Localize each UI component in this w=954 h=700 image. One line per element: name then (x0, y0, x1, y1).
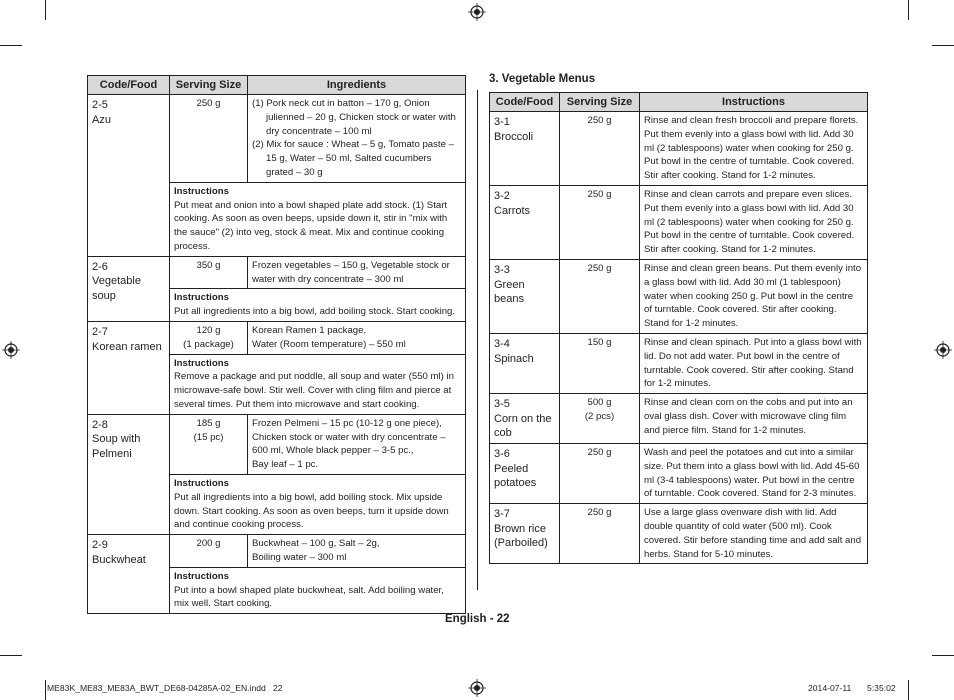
food-code-cell (490, 185, 560, 259)
food-name: Spinach (494, 352, 534, 365)
registration-mark-icon (468, 3, 486, 21)
serving-size-cell (560, 443, 640, 503)
ingredient-item: Korean Ramen 1 package, Water (Room temperature) – 550 ml (252, 324, 406, 350)
serving-size-cell (170, 321, 248, 354)
food-code-cell (88, 256, 170, 321)
table-row (490, 443, 868, 503)
instructions-cell (640, 259, 868, 333)
instructions-text: Rinse and clean spinach. Put into a glass bowl with lid. Do not add water. Put bowl in the centre of turntable. Cook covered. Stir after cooking. Stand for 1-2 minutes. (644, 336, 862, 390)
table-row (490, 394, 868, 444)
food-code-cell (490, 333, 560, 393)
table-row (88, 414, 466, 474)
food-code: 3-6 (494, 447, 510, 460)
serving-size: 120 g (1 package) (183, 324, 234, 350)
food-code-cell (490, 112, 560, 186)
food-code-cell (490, 504, 560, 564)
ingredient-item: Frozen vegetables – 150 g, Vegetable stock or water with dry concentrate – 300 ml (252, 259, 450, 285)
crop-mark-icon (45, 0, 46, 20)
serving-size-cell (170, 95, 248, 183)
serving-size: 200 g (196, 538, 221, 550)
food-code-cell (88, 414, 170, 534)
serving-size: 250 g (587, 188, 612, 200)
serving-size-cell (170, 535, 248, 568)
food-code: 2-9 (92, 539, 108, 552)
header-ingredients: Ingredients (248, 76, 466, 95)
crop-mark-icon (0, 45, 22, 46)
crop-mark-icon (45, 680, 46, 700)
food-code: 3-3 (494, 263, 510, 276)
crop-mark-icon (908, 680, 909, 700)
crop-mark-icon (908, 0, 909, 20)
instructions-cell (170, 289, 466, 322)
food-code: 3-1 (494, 116, 510, 128)
instructions-cell (640, 185, 868, 259)
food-name: Carrots (494, 204, 531, 217)
food-name: Azu (92, 113, 111, 126)
instructions-text: Rinse and clean carrots and prepare even slices. Put them evenly into a glass bowl with lid. Add 30 ml (2 tablespoons) water when cooking for 250 g. Put bowl in the centre of turntable. Cook covered. Stir after cooking. Stand for 1-2 minutes. (644, 188, 855, 256)
crop-mark-icon (932, 45, 954, 46)
header-serving-size: Serving Size (560, 93, 640, 112)
food-name: Corn on the cob (494, 412, 552, 440)
ingredients-cell (248, 95, 466, 183)
serving-size-cell (560, 112, 640, 186)
instructions-title: Instructions (174, 570, 229, 582)
instructions-title: Instructions (174, 292, 229, 304)
file-name: ME83K_ME83_ME83A_BWT_DE68-04285A-02_EN.indd 22 (47, 683, 283, 693)
crop-mark-icon (0, 655, 22, 656)
food-code-cell (88, 535, 170, 614)
crop-mark-icon (932, 655, 954, 656)
ingredients-cell (248, 256, 466, 289)
food-code: 3-7 (494, 508, 510, 521)
table-header-row (88, 76, 466, 95)
vegetable-menus-table (489, 92, 868, 564)
instructions-cell (170, 567, 466, 613)
table-row (490, 333, 868, 393)
food-name: Green beans (494, 278, 525, 306)
serving-size: 150 g (587, 336, 612, 348)
table-row (88, 95, 466, 183)
food-name: Peeled potatoes (494, 462, 537, 490)
instructions-text: Put meat and onion into a bowl shaped plate add stock. (1) Start cooking. As soon as oven beeps, upside down it, stir in "mix with the sauce" (2) into veg, stock & meat. Mix and continue cooking process. (174, 199, 448, 252)
serving-size: 250 g (196, 98, 221, 109)
serving-size-cell (560, 259, 640, 333)
food-code-cell (490, 443, 560, 503)
ingredients-cell (248, 535, 466, 568)
food-code: 3-5 (494, 398, 510, 411)
serving-size: 250 g (587, 446, 612, 458)
instructions-text: Rinse and clean fresh broccoli and prepare florets. Put them evenly into a glass bowl with lid. Add 30 ml (2 tablespoons) water when cooking for 250 g. Put bowl in the centre of turntable. Cook covered. Stir after cooking. Stand for 1-2 minutes. (644, 115, 859, 182)
registration-mark-icon (2, 341, 20, 359)
table-row (490, 112, 868, 186)
table-row (490, 259, 868, 333)
table-header-row (490, 93, 868, 112)
instructions-text: Remove a package and put noddle, all soup and water (550 ml) in microwave-safe bowl. Stir well. Cover with cling film and pierce at several times. Put them into microwave and start cooking. (174, 371, 454, 410)
food-name: Brown rice (Parboiled) (494, 522, 548, 550)
serving-size-cell (560, 185, 640, 259)
food-name: Soup with Pelmeni (92, 433, 141, 460)
print-time: 5:35:02 (867, 683, 896, 693)
print-date: 2014-07-11 (808, 683, 852, 693)
serving-size-cell (560, 394, 640, 444)
food-code: 3-2 (494, 189, 510, 202)
instructions-text: Put all ingredients into a big bowl, add boiling stock. Start cooking. (174, 306, 456, 318)
serving-size-cell (170, 414, 248, 474)
ingredient-item: Frozen Pelmeni – 15 pc (10-12 g one piece), Chicken stock or water with dry concentrate – 600 ml, Whole black pepper – 3-5 pc., Bay leaf – 1 pc. (252, 417, 446, 471)
left-recipe-table (87, 75, 466, 614)
serving-size: 250 g (587, 115, 612, 126)
serving-size: 350 g (196, 259, 221, 271)
instructions-text: Use a large glass ovenware dish with lid. Add double quantity of cold water (500 ml). Cook covered. Stir before standing time and add salt and herbs. Stand for 5-10 minutes. (644, 507, 862, 560)
serving-size-cell (560, 504, 640, 564)
instructions-text: Wash and peel the potatoes and cut into a similar size. Put them into a glass bowl with lid. Add 45-60 ml (3-4 tablespoons) water. Put bowl in the centre of turntable. Cook covered. Stand for 2-3 minutes. (644, 446, 860, 500)
food-name: Vegetable soup (92, 275, 141, 302)
table-row (88, 321, 466, 354)
serving-size: 500 g (2 pcs) (584, 397, 615, 422)
column-divider (477, 90, 478, 590)
food-name: Buckwheat (92, 553, 146, 566)
instructions-text: Rinse and clean green beans. Put them evenly into a glass bowl with lid. Add 30 ml (1 tablespoon) water when cooking 250 g. Put bowl in the centre of turntable. Cook covered. Stir after cooking. Stand for 1-2 minutes. (644, 262, 862, 330)
ingredients-cell (248, 321, 466, 354)
instructions-text: Put into a bowl shaped plate buckwheat, salt. Add boiling water, mix well. Start cooking. (174, 584, 444, 610)
food-code-cell (88, 321, 170, 414)
instructions-cell (170, 354, 466, 414)
header-code-food: Code/Food (490, 93, 560, 112)
instructions-cell (640, 112, 868, 186)
food-code: 2-8 (92, 418, 108, 431)
food-code-cell (490, 259, 560, 333)
serving-size: 250 g (587, 507, 612, 519)
table-row (88, 256, 466, 289)
instructions-cell (640, 504, 868, 564)
header-serving-size: Serving Size (170, 76, 248, 95)
food-code: 2-5 (92, 99, 108, 111)
food-name: Broccoli (494, 130, 534, 143)
page-number: English - 22 (445, 613, 510, 625)
food-code: 2-6 (92, 260, 108, 273)
table-row (88, 535, 466, 568)
instructions-title: Instructions (174, 185, 229, 197)
section-title: 3. Vegetable Menus (489, 73, 596, 85)
instructions-title: Instructions (174, 357, 229, 369)
instructions-cell (640, 443, 868, 503)
header-instructions: Instructions (640, 93, 868, 112)
table-row (490, 185, 868, 259)
food-code-cell (88, 95, 170, 257)
instructions-cell (640, 333, 868, 393)
serving-size: 250 g (587, 262, 612, 274)
instructions-cell (640, 394, 868, 444)
food-code: 2-7 (92, 325, 108, 338)
food-name: Korean ramen (92, 340, 162, 353)
serving-size-cell (170, 256, 248, 289)
instructions-cell (170, 182, 466, 256)
ingredient-item: Buckwheat – 100 g, Salt – 2g, Boiling water – 300 ml (252, 538, 380, 563)
instructions-cell (170, 474, 466, 534)
registration-mark-icon (934, 341, 952, 359)
ingredient-item: (2) Mix for sauce : Wheat – 5 g, Tomato paste – 15 g, Water – 50 ml, Salted cucumbers grated – 30 g (252, 139, 454, 178)
serving-size: 185 g (15 pc) (193, 417, 224, 443)
ingredients-cell (248, 414, 466, 474)
ingredient-item: (1) Pork neck cut in batton – 170 g, Onion julienned – 20 g, Chicken stock or water with dry concentrate – 100 ml (252, 98, 456, 137)
header-code-food: Code/Food (88, 76, 170, 95)
food-code-cell (490, 394, 560, 444)
instructions-text: Rinse and clean corn on the cobs and put into an oval glass dish. Cover with microwave cling film and pierce film. Stand for 1-2 minutes. (644, 397, 853, 436)
registration-mark-icon (468, 679, 486, 697)
instructions-title: Instructions (174, 477, 229, 489)
food-code: 3-4 (494, 337, 510, 350)
serving-size-cell (560, 333, 640, 393)
instructions-text: Put all ingredients into a big bowl, add boiling stock. Mix upside down. Start cooking. As soon as oven beeps, turn it upside down and continue cooking process. (174, 491, 449, 531)
table-row (490, 504, 868, 564)
